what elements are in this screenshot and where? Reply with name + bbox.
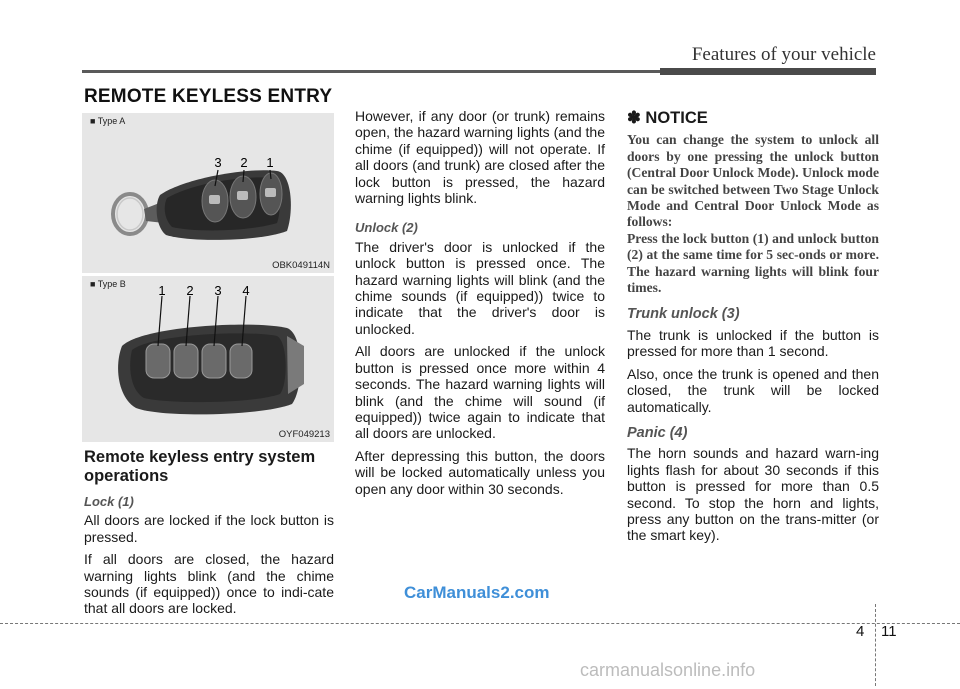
paragraph: If all doors are closed, the hazard warning lights blink (and the chime sounds (if equipped)) once to indi-cate that all doors are locked. [84, 551, 334, 617]
notice-paragraph: Press the lock button (1) and unlock button (2) at the same time for 5 sec-onds or more. The hazard warning lights will blink four times. [627, 230, 879, 296]
paragraph: Also, once the trunk is opened and then closed, the trunk will be locked automatically. [627, 365, 879, 415]
section-title: REMOTE KEYLESS ENTRY [84, 86, 333, 107]
paragraph: However, if any door (or trunk) remains open, the hazard warning lights (and the chime (if equipped)) will not operate. If all doors (and trunk) are closed after the lock button is pressed, the hazard warning lights blink. [355, 108, 605, 207]
smart-key-button-label: 4 [242, 283, 250, 298]
footer-rule [0, 623, 960, 624]
figure-type-label: ■ Type A [90, 116, 126, 126]
smart-key-button-label: 3 [214, 283, 222, 298]
column-3 [627, 110, 879, 550]
fob-a-button-label: 1 [266, 155, 274, 170]
header-rule-thick [660, 68, 876, 75]
key-ring [113, 194, 147, 234]
paragraph: After depressing this button, the doors will be locked automatically unless you open any door within 30 seconds. [355, 447, 605, 497]
paragraph: The horn sounds and hazard warn-ing lights flash for about 30 seconds if this button is pressed for more than 0.5 second. To stop the horn and lights, press any button on the trans-mitter (or the smart key). [627, 445, 879, 544]
figure-type-b [82, 276, 334, 442]
header-title: Features of your vehicle [691, 44, 876, 65]
paragraph: The driver's door is unlocked if the unlock button is pressed once. The hazard warning lights will blink (and the chime sounds (if equipped)) twice to indicate that the driver's door is unlocked. [355, 238, 605, 337]
figure-code: OYF049213 [278, 429, 330, 440]
section-number: 4 [856, 623, 865, 640]
notice-heading: ✽ NOTICE [627, 109, 708, 127]
page-number: 11 [881, 623, 897, 640]
bottom-watermark: carmanualsonline.info [580, 660, 756, 680]
smart-key-button-label: 2 [186, 283, 194, 298]
header-rule [82, 70, 660, 73]
smart-key-type-b-illustration [82, 276, 334, 442]
lock-heading: Lock (1) [84, 494, 134, 509]
fob-a-button-label: 2 [240, 155, 248, 170]
smart-key-button-label: 1 [158, 283, 166, 298]
paragraph: The trunk is unlocked if the button is pressed for more than 1 second. [627, 326, 879, 360]
watermark: CarManuals2.com [404, 583, 550, 602]
panic-heading: Panic (4) [627, 424, 688, 441]
unlock-heading: Unlock (2) [355, 220, 418, 236]
fob-a-button-label: 3 [214, 155, 222, 170]
fob-type-a-illustration [82, 113, 334, 273]
column-2 [355, 108, 605, 503]
page-number-divider [875, 604, 876, 686]
fob-a-buttons [202, 173, 282, 222]
paragraph: All doors are locked if the lock button is pressed. [84, 512, 334, 545]
figure-code: OBK049114N [272, 260, 330, 271]
subsection-heading: Remote keyless entry system operations [84, 448, 316, 485]
figure-type-label: ■ Type B [90, 279, 126, 289]
trunk-unlock-heading: Trunk unlock (3) [627, 306, 740, 323]
column-1 [84, 448, 334, 623]
figure-type-a [82, 113, 334, 273]
paragraph: All doors are unlocked if the unlock button is pressed once more within 4 seconds. The hazard warning lights will blink (and the chime will sound (if equipped)) twice again to indicate that all doors are unlocked. [355, 343, 605, 442]
notice-paragraph: You can change the system to unlock all doors by one pressing the unlock button (Central Door Unlock Mode). Unlock mode can be switched between Two Stage Unlock Mode and Central Door Unlock Mode as follows: [627, 132, 879, 230]
